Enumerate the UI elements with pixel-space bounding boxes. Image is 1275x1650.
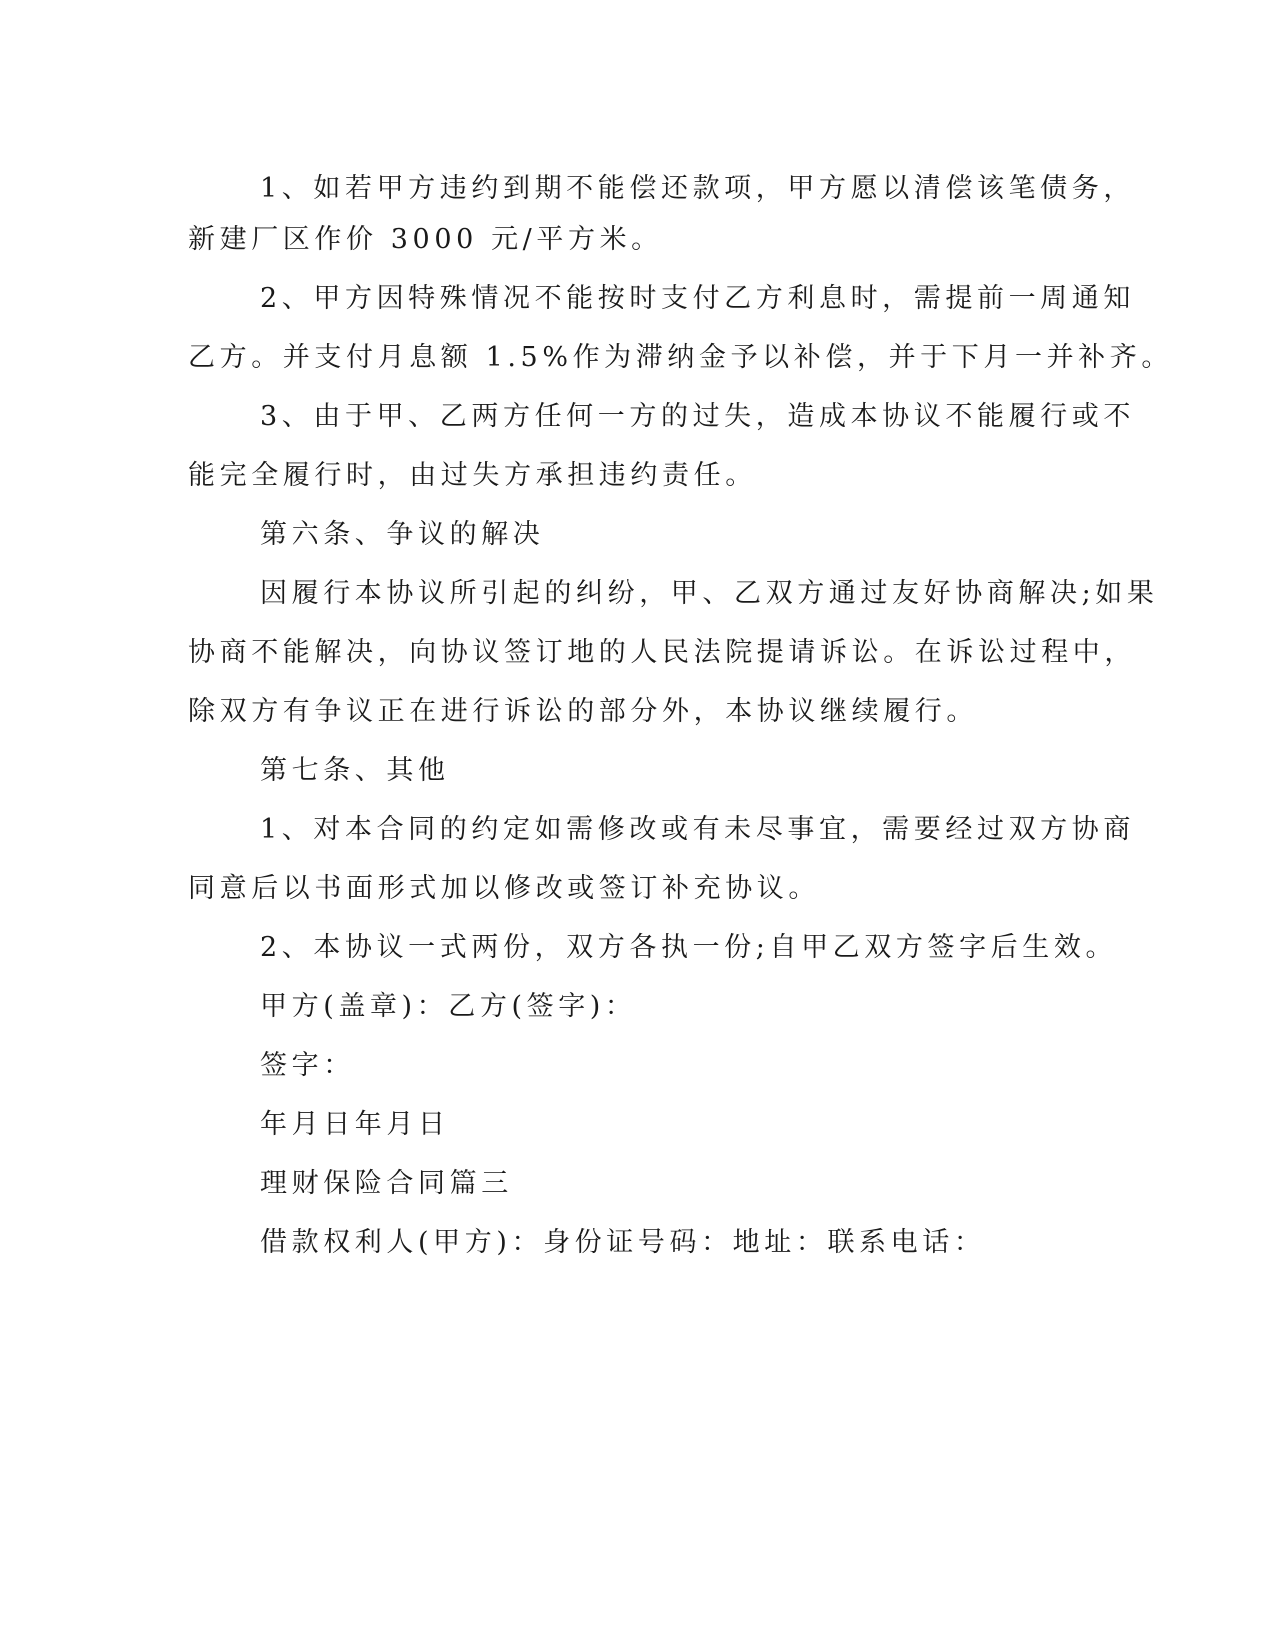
lender-info-line: 借款权利人(甲方)：身份证号码：地址：联系电话： [260,1227,986,1258]
clause-5-item-3-line-2: 能完全履行时，由过失方承担违约责任。 [188,460,757,491]
clause-5-item-3-line-1: 3、由于甲、乙两方任何一方的过失，造成本协议不能履行或不 [260,401,1135,432]
section-6-paragraph-line-3: 除双方有争议正在进行诉讼的部分外，本协议继续履行。 [188,696,978,727]
clause-5-item-2-line-1: 2、甲方因特殊情况不能按时支付乙方利息时，需提前一周通知 [260,283,1135,314]
clause-5-item-2-line-2: 乙方。并支付月息额 1.5%作为滞纳金予以补偿，并于下月一并补齐。 [188,342,1173,373]
clause-5-item-1-line-1: 1、如若甲方违约到期不能偿还款项，甲方愿以清偿该笔债务， [260,173,1135,204]
date-line: 年月日年月日 [260,1109,450,1140]
clause-5-item-1-line-2: 新建厂区作价 3000 元/平方米。 [188,224,663,255]
section-7-item-1-line-2: 同意后以书面形式加以修改或签订补充协议。 [188,873,820,904]
signature-parties-line: 甲方(盖章)：乙方(签字)： [260,991,637,1022]
section-6-paragraph-line-2: 协商不能解决，向协议签订地的人民法院提请诉讼。在诉讼过程中， [188,637,1136,668]
section-6-heading: 第六条、争议的解决 [260,519,545,550]
section-7-item-1-line-1: 1、对本合同的约定如需修改或有未尽事宜，需要经过双方协商 [260,814,1135,845]
section-7-item-2: 2、本协议一式两份，双方各执一份;自甲乙双方签字后生效。 [260,932,1118,963]
section-7-heading: 第七条、其他 [260,755,450,786]
section-6-paragraph-line-1: 因履行本协议所引起的纠纷，甲、乙双方通过友好协商解决;如果 [260,578,1159,609]
signature-line: 签字： [260,1050,355,1081]
section-title-part-3: 理财保险合同篇三 [260,1168,513,1199]
